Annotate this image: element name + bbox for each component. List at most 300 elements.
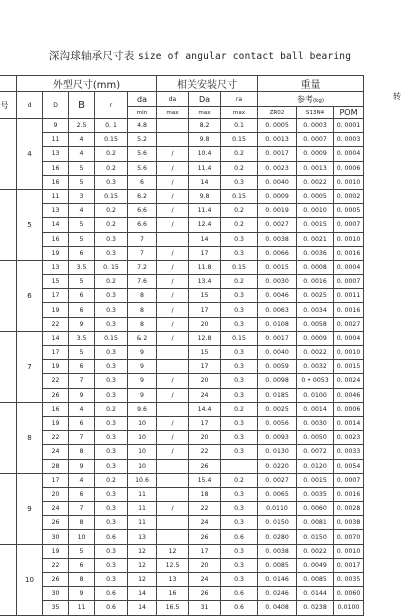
right-edge-label: 转 bbox=[393, 92, 401, 101]
weight-s13n4-cell: 0. 0022 bbox=[297, 544, 334, 558]
col-da-min-cell: 8 bbox=[128, 317, 157, 331]
col-Da-max-cell: 26 bbox=[189, 587, 221, 601]
col-r-cell: 0.3 bbox=[95, 246, 128, 260]
table-row bbox=[0, 374, 364, 388]
col-Da-max-cell: 31 bbox=[189, 601, 221, 615]
col-D-cell: 17 bbox=[43, 346, 69, 360]
weight-pom-cell: 0.0100 bbox=[334, 601, 364, 615]
col-ra-max-cell: 0.3 bbox=[221, 445, 258, 459]
col-ra-max-cell: 0.2 bbox=[221, 275, 258, 289]
weight-zr02-cell: 0. 0027 bbox=[258, 473, 297, 487]
left-edge-cell bbox=[0, 544, 17, 615]
weight-zr02-cell: 0.0110 bbox=[258, 502, 297, 516]
col-da-max-cell bbox=[157, 360, 189, 374]
weight-s13n4-cell: 0. 0035 bbox=[297, 487, 334, 501]
col-da-max-cell bbox=[157, 133, 189, 147]
col-Da-max-cell: 9.8 bbox=[189, 189, 221, 203]
table-row bbox=[0, 303, 364, 317]
table-row bbox=[0, 119, 364, 133]
col-r-cell: 0.15 bbox=[95, 133, 128, 147]
table-row bbox=[0, 388, 364, 402]
col-D-cell: 19 bbox=[43, 303, 69, 317]
col-B-cell: 3.5 bbox=[69, 260, 95, 274]
weight-s13n4-cell: 0. 0058 bbox=[297, 317, 334, 331]
weight-s13n4-cell: 0. 0007 bbox=[297, 133, 334, 147]
col-da-header: da bbox=[128, 92, 157, 107]
col-ra-max-cell: 0.15 bbox=[221, 260, 258, 274]
weight-zr02-cell: 0. 0220 bbox=[258, 459, 297, 473]
weight-pom-cell: 0. 0007 bbox=[334, 218, 364, 232]
weight-zr02-cell: 0. 0013 bbox=[258, 133, 297, 147]
col-r-cell: 0.3 bbox=[95, 289, 128, 303]
col-Da-max-cell: 26 bbox=[189, 530, 221, 544]
table-row bbox=[0, 502, 364, 516]
weight-zr02-cell: 0. 0150 bbox=[258, 516, 297, 530]
col-B-cell: 9 bbox=[69, 317, 95, 331]
col-Da-max-cell: 17 bbox=[189, 246, 221, 260]
weight-pom-cell: 0. 0007 bbox=[334, 275, 364, 289]
table-row bbox=[0, 346, 364, 360]
weight-pom-cell: 0. 0010 bbox=[334, 544, 364, 558]
col-da-min-cell: 14 bbox=[128, 601, 157, 615]
weight-zr02-cell: 0. 0098 bbox=[258, 374, 297, 388]
max2-header: max bbox=[189, 107, 221, 119]
col-D-cell: 16 bbox=[43, 402, 69, 416]
col-r-cell: 0.6 bbox=[95, 601, 128, 615]
weight-s13n4-cell: 0. 0010 bbox=[297, 204, 334, 218]
col-da-max-cell: / bbox=[157, 204, 189, 218]
col-D-cell: 30 bbox=[43, 587, 69, 601]
col-da-max-cell: 16 bbox=[157, 587, 189, 601]
col-r-header: r bbox=[95, 92, 128, 119]
col-ra-max-cell: 0.3 bbox=[221, 232, 258, 246]
col-ra-max-cell: 0.15 bbox=[221, 189, 258, 203]
bore-d-cell: 4 bbox=[17, 119, 43, 190]
col-B-cell: 7 bbox=[69, 431, 95, 445]
col-da-max-cell: / bbox=[157, 260, 189, 274]
col-B-cell: 6 bbox=[69, 360, 95, 374]
col-Da-max-cell: 12.8 bbox=[189, 331, 221, 345]
col-da-max-cell: / bbox=[157, 445, 189, 459]
col-Da-max-cell: 14 bbox=[189, 232, 221, 246]
col-r-cell: 0.2 bbox=[95, 275, 128, 289]
weight-s13n4-cell: 0. 0238 bbox=[297, 601, 334, 615]
col-r-cell: 0.3 bbox=[95, 487, 128, 501]
col-D-cell: 19 bbox=[43, 416, 69, 430]
weight-s13n4-cell: 0. 0014 bbox=[297, 402, 334, 416]
bearing-size-table bbox=[0, 75, 364, 616]
col-B-cell: 9 bbox=[69, 587, 95, 601]
col-r-cell: 0.2 bbox=[95, 204, 128, 218]
col-da-min-cell: 14 bbox=[128, 587, 157, 601]
col-da-min-cell: 13 bbox=[128, 530, 157, 544]
weight-pom-cell: 0. 0070 bbox=[334, 530, 364, 544]
col-B-cell: 6 bbox=[69, 558, 95, 572]
table-row bbox=[0, 317, 364, 331]
table-row bbox=[0, 218, 364, 232]
table-row bbox=[0, 275, 364, 289]
col-B-cell: 8 bbox=[69, 445, 95, 459]
weight-s13n4-cell: 0. 0144 bbox=[297, 587, 334, 601]
col-Da-max-cell: 15.4 bbox=[189, 473, 221, 487]
weight-s13n4-cell: 0. 0022 bbox=[297, 175, 334, 189]
col-Da-max-cell: 22 bbox=[189, 502, 221, 516]
left-edge-header bbox=[0, 76, 17, 92]
col-r-cell: 0.2 bbox=[95, 161, 128, 175]
col-D-cell: 15 bbox=[43, 275, 69, 289]
col-da-min-cell: 10 bbox=[128, 459, 157, 473]
col-Da-max-cell: 12.4 bbox=[189, 218, 221, 232]
col-da-max-cell: / bbox=[157, 416, 189, 430]
col-Da-max-cell: 14.4 bbox=[189, 402, 221, 416]
col-da-max-cell: / bbox=[157, 175, 189, 189]
col-ra-header: ra bbox=[221, 92, 258, 107]
col-ra-max-cell: 0.3 bbox=[221, 360, 258, 374]
weight-pom-cell: 0. 0024 bbox=[334, 374, 364, 388]
col-D-cell: 14 bbox=[43, 331, 69, 345]
weight-zr02-cell: 0. 0009 bbox=[258, 189, 297, 203]
max-header: max bbox=[157, 107, 189, 119]
weight-pom-cell: 0. 0011 bbox=[334, 289, 364, 303]
table-row bbox=[0, 473, 364, 487]
table-row bbox=[0, 232, 364, 246]
table-row bbox=[0, 289, 364, 303]
col-da-max-cell: / bbox=[157, 161, 189, 175]
col-ra-max-cell: 0.2 bbox=[221, 204, 258, 218]
col-da-min-cell: 12 bbox=[128, 558, 157, 572]
table-row bbox=[0, 260, 364, 274]
weight-s13n4-cell: 0. 0016 bbox=[297, 275, 334, 289]
col-da-min-cell: 12 bbox=[128, 544, 157, 558]
weight-zr02-cell: 0. 0056 bbox=[258, 416, 297, 430]
weight-pom-cell: 0. 0023 bbox=[334, 431, 364, 445]
col-D-cell: 26 bbox=[43, 516, 69, 530]
col-D-cell: 30 bbox=[43, 530, 69, 544]
col-B-cell: 5 bbox=[69, 346, 95, 360]
weight-s13n4-cell: 0. 0150 bbox=[297, 530, 334, 544]
col-D-cell: 9 bbox=[43, 119, 69, 133]
col-B-cell: 6 bbox=[69, 289, 95, 303]
weight-s13n4-cell: 0. 0009 bbox=[297, 147, 334, 161]
weight-zr02-cell: 0. 0005 bbox=[258, 119, 297, 133]
col-Da-max-cell: 24 bbox=[189, 516, 221, 530]
weight-zr02-cell: 0. 0066 bbox=[258, 246, 297, 260]
col-r-cell: 0.3 bbox=[95, 388, 128, 402]
weight-zr02-cell: 0. 0023 bbox=[258, 161, 297, 175]
col-ra-max-cell: 0.2 bbox=[221, 473, 258, 487]
weight-zr02-cell: 0. 0025 bbox=[258, 402, 297, 416]
bore-d-cell: 8 bbox=[17, 402, 43, 473]
col-D-cell: 16 bbox=[43, 161, 69, 175]
table-row bbox=[0, 416, 364, 430]
col-ra-max-cell bbox=[221, 459, 258, 473]
col-Da-max-cell: 11.4 bbox=[189, 204, 221, 218]
table-row bbox=[0, 530, 364, 544]
col-r-cell: 0.2 bbox=[95, 402, 128, 416]
col-Da-max-cell: 22 bbox=[189, 445, 221, 459]
col-da-max-cell: / bbox=[157, 374, 189, 388]
title-en: size of angular contact ball bearing bbox=[138, 51, 352, 62]
col-r-cell: 0.15 bbox=[95, 189, 128, 203]
col-r-cell: 0.3 bbox=[95, 516, 128, 530]
col-D-cell: 13 bbox=[43, 260, 69, 274]
col-ra-max-cell: 0.2 bbox=[221, 218, 258, 232]
col-B-cell: 4 bbox=[69, 473, 95, 487]
install-dims-header: 相关安装尺寸 bbox=[157, 76, 258, 92]
col-ra-max-cell: 0.3 bbox=[221, 544, 258, 558]
col-da-max-cell: / bbox=[157, 218, 189, 232]
col-r-cell: 0.3 bbox=[95, 459, 128, 473]
col-da-min-cell: 9.6 bbox=[128, 402, 157, 416]
table-row bbox=[0, 246, 364, 260]
bore-d-cell: 6 bbox=[17, 260, 43, 331]
col-da-max-cell bbox=[157, 346, 189, 360]
col-da-min-cell: 4.8 bbox=[128, 119, 157, 133]
col-B-cell: 9 bbox=[69, 459, 95, 473]
col-da-min-cell: 11 bbox=[128, 516, 157, 530]
weight-s13n4-cell: 0. 0081 bbox=[297, 516, 334, 530]
col-da-max-cell bbox=[157, 119, 189, 133]
weight-pom-cell: 0. 0027 bbox=[334, 317, 364, 331]
weight-pom-cell: 0. 0033 bbox=[334, 445, 364, 459]
col-D-cell: 22 bbox=[43, 558, 69, 572]
weight-s13n4-cell: 0. 0030 bbox=[297, 416, 334, 430]
col-r-cell: 0.3 bbox=[95, 416, 128, 430]
weight-s13n4-cell: 0. 0060 bbox=[297, 502, 334, 516]
bore-d-cell: 7 bbox=[17, 331, 43, 402]
col-B-cell: 6 bbox=[69, 303, 95, 317]
col-ra-max-cell: 0.3 bbox=[221, 516, 258, 530]
col-da-max-cell: / bbox=[157, 303, 189, 317]
weight-s13n4-cell: 0. 0049 bbox=[297, 558, 334, 572]
min-header: min bbox=[128, 107, 157, 119]
col-r-cell: 0.3 bbox=[95, 573, 128, 587]
col-ra-max-cell: 0.3 bbox=[221, 175, 258, 189]
col-ra-max-cell: 0.6 bbox=[221, 601, 258, 615]
weight-pom-cell: 0. 0054 bbox=[334, 459, 364, 473]
col-r-cell: 0.3 bbox=[95, 346, 128, 360]
col-B-cell: 4 bbox=[69, 204, 95, 218]
col-ra-max-cell: 0.15 bbox=[221, 133, 258, 147]
weight-zr02-cell: 0. 0108 bbox=[258, 317, 297, 331]
weight-pom-cell: 0. 0016 bbox=[334, 246, 364, 260]
weight-s13n4-cell: 0. 0100 bbox=[297, 388, 334, 402]
col-da-max-cell: 12 bbox=[157, 544, 189, 558]
col-da-min-cell: 9 bbox=[128, 360, 157, 374]
col-B-cell: 10 bbox=[69, 530, 95, 544]
weight-zr02-cell: 0. 0063 bbox=[258, 303, 297, 317]
weight-pom-cell: 0. 0028 bbox=[334, 502, 364, 516]
weight-zr02-cell: 0. 0059 bbox=[258, 360, 297, 374]
col-da-min-cell: 9 bbox=[128, 388, 157, 402]
col-B-cell: 4 bbox=[69, 133, 95, 147]
weight-s13n4-cell: 0. 0036 bbox=[297, 246, 334, 260]
weight-pom-cell: 0. 0010 bbox=[334, 346, 364, 360]
col-D-cell: 13 bbox=[43, 147, 69, 161]
s13n4-header: S13N4 bbox=[297, 107, 334, 119]
left-edge-cell bbox=[0, 189, 17, 260]
col-Da-max-cell: 18 bbox=[189, 487, 221, 501]
col-da-max-cell: / bbox=[157, 431, 189, 445]
col-ra-max-cell: 0.2 bbox=[221, 161, 258, 175]
col-Da-max-cell: 11.4 bbox=[189, 161, 221, 175]
weight-s13n4-cell: 0. 0032 bbox=[297, 360, 334, 374]
col-D-cell: 24 bbox=[43, 502, 69, 516]
weight-s13n4-cell: 0. 0009 bbox=[297, 331, 334, 345]
weight-zr02-cell: 0. 0030 bbox=[258, 275, 297, 289]
col-r-cell: 0.3 bbox=[95, 175, 128, 189]
table-row bbox=[0, 133, 364, 147]
weight-zr02-cell: 0. 0065 bbox=[258, 487, 297, 501]
col-ra-max-cell: 0.3 bbox=[221, 388, 258, 402]
weight-pom-cell: 0. 0004 bbox=[334, 331, 364, 345]
col-da-min-cell: 5.2 bbox=[128, 133, 157, 147]
col-ra-max-cell: 0.3 bbox=[221, 416, 258, 430]
weight-s13n4-cell: 0. 0072 bbox=[297, 445, 334, 459]
col-da-max-cell: / bbox=[157, 246, 189, 260]
weight-pom-cell: 0. 0004 bbox=[334, 260, 364, 274]
col-B-cell: 4 bbox=[69, 402, 95, 416]
col-Da-max-cell: 11.8 bbox=[189, 260, 221, 274]
col-ra-max-cell: 0.3 bbox=[221, 246, 258, 260]
col-da-min-cell: 6.2 bbox=[128, 189, 157, 203]
weight-pom-cell: 0. 0016 bbox=[334, 303, 364, 317]
col-D-cell: 16 bbox=[43, 232, 69, 246]
col-ra-max-cell: 0.3 bbox=[221, 303, 258, 317]
table-row bbox=[0, 431, 364, 445]
weight-pom-cell: 0. 0007 bbox=[334, 473, 364, 487]
col-B-cell: 5 bbox=[69, 161, 95, 175]
col-r-cell: 0.2 bbox=[95, 218, 128, 232]
col-ra-max-cell: 0.6 bbox=[221, 587, 258, 601]
table-row bbox=[0, 189, 364, 203]
left-edge-cell bbox=[0, 473, 17, 544]
max3-header: max bbox=[221, 107, 258, 119]
col-da-max-cell bbox=[157, 530, 189, 544]
weight-zr02-cell: 0. 0038 bbox=[258, 232, 297, 246]
col-D-cell: 28 bbox=[43, 459, 69, 473]
col-D-cell: 16 bbox=[43, 175, 69, 189]
col-ra-max-cell: 0.3 bbox=[221, 573, 258, 587]
col-da-min-cell: 9 bbox=[128, 346, 157, 360]
col-Da-max-cell: 20 bbox=[189, 317, 221, 331]
col-da-max-cell bbox=[157, 232, 189, 246]
weight-pom-cell: 0. 0003 bbox=[334, 133, 364, 147]
col-da-min-cell: 6.6 bbox=[128, 204, 157, 218]
col-r-cell: 0.3 bbox=[95, 445, 128, 459]
col-da-min-cell: 7.2 bbox=[128, 260, 157, 274]
col-B-cell: 6 bbox=[69, 416, 95, 430]
weight-s13n4-cell: 0. 0120 bbox=[297, 459, 334, 473]
weight-s13n4-cell: 0. 0015 bbox=[297, 218, 334, 232]
col-D-cell: 11 bbox=[43, 189, 69, 203]
col-B-cell: 5 bbox=[69, 232, 95, 246]
col-da-min-cell: 7 bbox=[128, 246, 157, 260]
weight-zr02-cell: 0. 0085 bbox=[258, 558, 297, 572]
table-row bbox=[0, 487, 364, 501]
col-B-cell: 4 bbox=[69, 147, 95, 161]
col-D-cell: 17 bbox=[43, 473, 69, 487]
weight-zr02-cell: 0. 0027 bbox=[258, 218, 297, 232]
col-ra-max-cell: 0.3 bbox=[221, 317, 258, 331]
col-r-cell: 0.3 bbox=[95, 360, 128, 374]
col-D-cell: 22 bbox=[43, 431, 69, 445]
weight-zr02-cell: 0. 0185 bbox=[258, 388, 297, 402]
table-row bbox=[0, 204, 364, 218]
col-B-cell: 8 bbox=[69, 516, 95, 530]
col-da-min-cell: 10.6 bbox=[128, 473, 157, 487]
col-r-cell: 0.3 bbox=[95, 232, 128, 246]
col-ra-max-cell: 0.2 bbox=[221, 147, 258, 161]
weight-pom-cell: 0. 0005 bbox=[334, 204, 364, 218]
table-row bbox=[0, 558, 364, 572]
ref-unit: (kg) bbox=[313, 97, 324, 104]
col-r-cell: 0.2 bbox=[95, 147, 128, 161]
table-row bbox=[0, 587, 364, 601]
table-row bbox=[0, 601, 364, 615]
col-da-max-cell: / bbox=[157, 388, 189, 402]
col-B-cell: 3.5 bbox=[69, 331, 95, 345]
col-ra-max-cell: 0.15 bbox=[221, 331, 258, 345]
col-r-cell: 0.3 bbox=[95, 558, 128, 572]
col-B-cell: 6 bbox=[69, 246, 95, 260]
col-da-min-cell: 9 bbox=[128, 374, 157, 388]
weight-zr02-cell: 0. 0038 bbox=[258, 544, 297, 558]
weight-pom-cell: 0. 0006 bbox=[334, 161, 364, 175]
weight-zr02-cell: 0. 0093 bbox=[258, 431, 297, 445]
col-Da-max-cell: 14 bbox=[189, 175, 221, 189]
table-row bbox=[0, 161, 364, 175]
col-Da-max-cell: 24 bbox=[189, 573, 221, 587]
col-Da-max-cell: 24 bbox=[189, 388, 221, 402]
weight-pom-cell: 0. 0060 bbox=[334, 587, 364, 601]
page-title bbox=[0, 48, 400, 63]
col-Da-max-cell: 17 bbox=[189, 544, 221, 558]
col-da-min-cell: 7.6 bbox=[128, 275, 157, 289]
table-row bbox=[0, 360, 364, 374]
weight-zr02-cell: 0. 0046 bbox=[258, 289, 297, 303]
col-da-min-cell: 8 bbox=[128, 289, 157, 303]
weight-pom-cell: 0. 0014 bbox=[334, 416, 364, 430]
col-D-cell: 26 bbox=[43, 388, 69, 402]
weight-s13n4-cell: 0. 0008 bbox=[297, 260, 334, 274]
weight-s13n4-cell: 0. 0021 bbox=[297, 232, 334, 246]
col-D-header: D bbox=[43, 92, 69, 119]
weight-s13n4-cell: 0. 0003 bbox=[297, 119, 334, 133]
col-da-min-cell: 11 bbox=[128, 487, 157, 501]
weight-header: 重量 bbox=[258, 76, 364, 92]
col-ra-max-cell: 0.6 bbox=[221, 530, 258, 544]
col-B-cell: 9 bbox=[69, 388, 95, 402]
outer-dims-header: 外型尺寸(mm) bbox=[17, 76, 157, 92]
col-D-cell: 13 bbox=[43, 204, 69, 218]
col-da-max-cell: / bbox=[157, 289, 189, 303]
col-D-cell: 26 bbox=[43, 573, 69, 587]
col-ra-max-cell: 0.3 bbox=[221, 346, 258, 360]
weight-pom-cell: 0. 0002 bbox=[334, 189, 364, 203]
col-D-cell: 14 bbox=[43, 218, 69, 232]
col-B-cell: 2.5 bbox=[69, 119, 95, 133]
col-da-min-cell: 10 bbox=[128, 431, 157, 445]
col-r-cell: 0.3 bbox=[95, 431, 128, 445]
weight-pom-cell: 0. 0015 bbox=[334, 360, 364, 374]
col-D-cell: 20 bbox=[43, 487, 69, 501]
table-row bbox=[0, 459, 364, 473]
title-cn: 深沟球轴承尺寸表 bbox=[48, 50, 135, 62]
weight-zr02-cell: 0. 0130 bbox=[258, 445, 297, 459]
bore-d-cell: 9 bbox=[17, 473, 43, 544]
table-row bbox=[0, 516, 364, 530]
